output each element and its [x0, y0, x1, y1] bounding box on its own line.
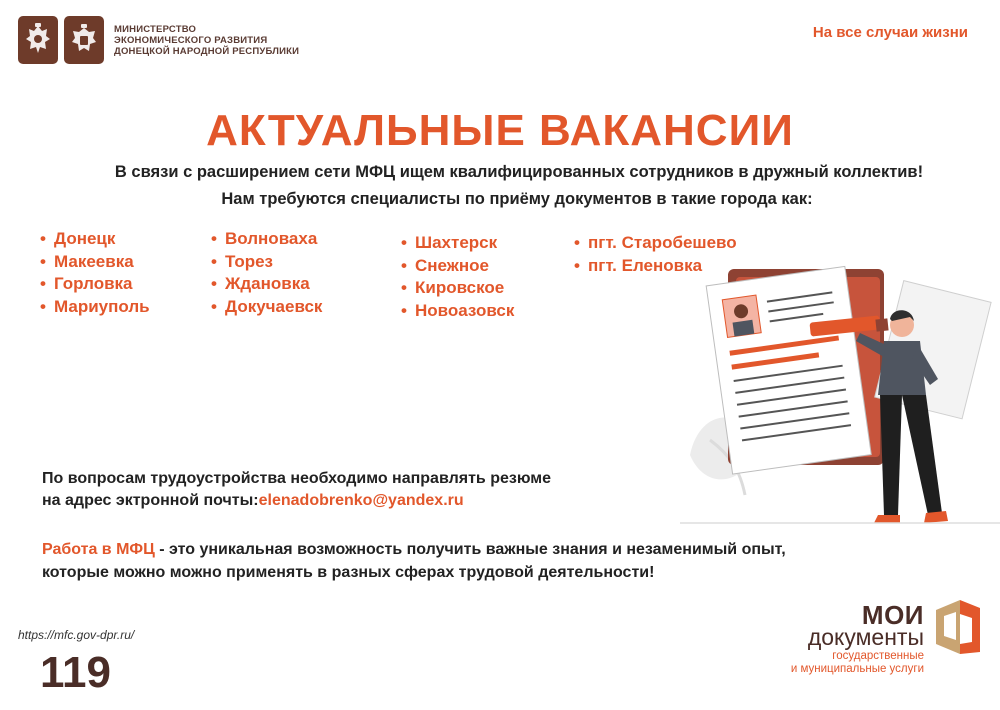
city-item	[401, 278, 514, 301]
brand-moi: МОИ	[861, 600, 924, 630]
bullet: •	[211, 251, 217, 271]
city-list-column-1	[40, 229, 150, 319]
city-name: Шахтерск	[415, 233, 498, 252]
promo-line-2: которые можно можно применять в разных сферах трудовой деятельности!	[42, 564, 655, 581]
city-item	[40, 229, 150, 252]
resume-illustration	[680, 255, 1000, 530]
bullet: •	[401, 255, 407, 275]
city-item	[211, 274, 322, 297]
city-item	[401, 301, 514, 324]
city-item	[40, 297, 150, 320]
city-list-column-3	[401, 233, 514, 323]
city-name: Донецк	[54, 229, 116, 248]
promo-highlight: Работа в МФЦ	[42, 541, 155, 558]
bullet: •	[211, 296, 217, 316]
bullet: •	[40, 251, 46, 271]
page-title: АКТУАЛЬНЫЕ ВАКАНСИИ	[206, 106, 794, 155]
city-name: Ждановка	[225, 274, 310, 293]
city-name: Мариуполь	[54, 296, 150, 316]
brand-gos: государственные	[832, 650, 924, 662]
city-item	[40, 274, 150, 297]
bullet: •	[574, 255, 580, 275]
bullet: •	[401, 300, 407, 320]
contact-email-link[interactable]: elenadobrenko@yandex.ru	[258, 492, 464, 509]
bullet: •	[40, 296, 46, 316]
city-item	[401, 256, 514, 279]
city-item	[211, 297, 322, 320]
website-link[interactable]: https://mfc.gov-dpr.ru/	[18, 628, 135, 642]
brand-docs: документы	[807, 624, 924, 650]
city-name: пгт. Старобешево	[588, 233, 737, 252]
city-item	[574, 233, 737, 256]
page-number: 119	[40, 648, 111, 697]
intro-line-1: В связи с расширением сети МФЦ ищем квалифицированных сотрудников в дружный коллектив!	[114, 163, 924, 181]
city-name: Торез	[225, 251, 273, 271]
city-item	[40, 252, 150, 275]
city-name: Макеевка	[54, 251, 134, 271]
city-name: Докучаевск	[225, 296, 323, 316]
ministry-name	[114, 24, 299, 57]
city-name: Снежное	[415, 255, 489, 275]
ministry-line-3: ДОНЕЦКОЙ НАРОДНОЙ РЕСПУБЛИКИ	[114, 45, 300, 57]
resume-document	[706, 266, 871, 474]
city-name: Кировское	[415, 278, 505, 297]
city-name: Горловка	[54, 274, 133, 293]
city-name: Волноваха	[225, 229, 318, 248]
bullet: •	[40, 274, 46, 293]
contact-line-2	[42, 490, 551, 512]
city-item	[211, 252, 322, 275]
bullet: •	[40, 229, 46, 248]
bullet: •	[211, 274, 217, 293]
contact-info	[42, 468, 551, 512]
city-item	[211, 229, 322, 252]
moi-dokumenty-logo	[750, 596, 990, 686]
promo-line-1	[42, 538, 982, 561]
bullet: •	[401, 278, 407, 297]
city-name: пгт. Еленовка	[588, 255, 703, 275]
bullet: •	[401, 233, 407, 252]
ministry-line-1: МИНИСТЕРСТВО	[114, 23, 197, 35]
ministry-line-2: ЭКОНОМИЧЕСКОГО РАЗВИТИЯ	[114, 34, 268, 46]
brand-mun: и муниципальные услуги	[790, 663, 924, 675]
slogan: На все случаи жизни	[812, 24, 968, 41]
header	[18, 14, 299, 66]
mfc-logo-icon	[930, 596, 982, 658]
promo-text	[42, 538, 982, 584]
promo-text-1: - это уникальная возможность получить важные знания и незаменимый опыт,	[154, 541, 786, 558]
bullet: •	[211, 229, 217, 248]
dpr-coat-of-arms-icon	[64, 16, 104, 64]
city-item	[401, 233, 514, 256]
intro-line-2: Нам требуются специалисты по приёму документов в такие города как:	[221, 190, 813, 208]
contact-line-1: По вопросам трудоустройства необходимо направлять резюме	[42, 470, 551, 487]
russia-coat-of-arms-icon	[18, 16, 58, 64]
city-name: Новоазовск	[415, 300, 515, 320]
bullet: •	[574, 233, 580, 252]
contact-line-2-prefix: на адрес эктронной почты:	[42, 492, 259, 509]
city-list-column-2	[211, 229, 322, 319]
